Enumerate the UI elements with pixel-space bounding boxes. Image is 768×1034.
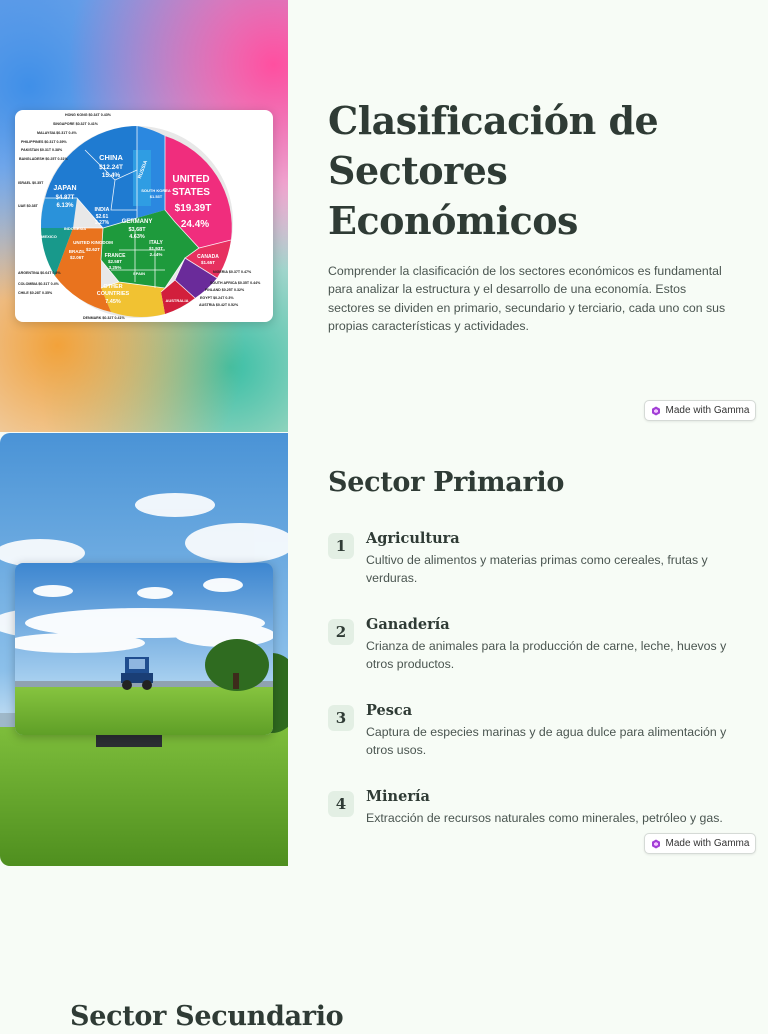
label-korea: SOUTH KOREA [141, 188, 171, 193]
tractor-field-illustration [15, 563, 273, 735]
callout-4: PAKISTAN $0.31T 0.38% [21, 148, 63, 152]
label-uk-value: $2.62T [85, 247, 101, 252]
label-us-2: STATES [172, 187, 210, 198]
item-number: 1 [328, 533, 354, 559]
callout-10: CHILE $0.28T 0.35% [18, 291, 53, 295]
label-india-pct: 3.27% [94, 220, 110, 226]
badge-label: Made with Gamma [665, 838, 750, 849]
item-description: Crianza de animales para la producción de carne, leche, huevos y otros productos. [366, 639, 727, 671]
label-italy-value: $1.93T [148, 246, 164, 251]
badge-label: Made with Gamma [665, 405, 750, 416]
section-heading-primario: Sector Primario [328, 467, 565, 498]
callout-7: UAE $0.38T [18, 204, 38, 208]
label-canada: CANADA [197, 254, 219, 260]
world-gdp-chart-card [15, 110, 273, 322]
made-with-gamma-badge[interactable] [644, 400, 756, 421]
label-japan-value: $4.87T [55, 195, 75, 201]
item-title: Minería [366, 788, 430, 805]
item-description: Extracción de recursos naturales como minerales, petróleo y gas. [366, 811, 723, 825]
item-number: 4 [328, 791, 354, 817]
label-australia: AUSTRALIA [165, 298, 189, 303]
tractor-field-photo [15, 563, 273, 735]
label-us-value: $19.39T [174, 203, 212, 214]
page-title: Clasificación de Sectores Económicos [328, 98, 659, 243]
label-canada-value: $1.65T [200, 260, 216, 265]
label-russia: RUSSIA [137, 159, 150, 180]
item-title: Pesca [366, 702, 413, 719]
world-gdp-voronoi-chart [15, 110, 273, 322]
item-number: 2 [328, 619, 354, 645]
gradient-image-panel [0, 0, 288, 432]
callout-0: HONG KONG $0.34T 0.43% [65, 113, 111, 117]
slide-sector-secundario [0, 866, 768, 1032]
label-china: CHINA [99, 153, 123, 162]
label-india-value: $2.61 [95, 214, 109, 220]
label-brazil: BRAZIL [68, 249, 86, 254]
label-other-pct: 7.45% [105, 299, 121, 305]
label-italy-pct: 2.44% [149, 252, 163, 257]
callout-8: ARGENTINA $0.64T 0.8% [18, 271, 61, 275]
label-uk: UNITED KINGDOM [73, 240, 113, 245]
label-indonesia: INDONESIA [63, 226, 87, 231]
label-france-value: $2.58T [107, 259, 123, 264]
label-germany-pct: 4.63% [129, 234, 145, 240]
callout-3: PHILIPPINES $0.31T 0.39% [21, 140, 67, 144]
callout-12: SOUTH AFRICA $0.35T 0.44% [210, 281, 261, 285]
intro-paragraph: Comprender la clasificación de los sectores económicos es fundamental para analizar la estructura y el desarrollo de una economía. Estos sectores se dividen en primario, secundario y terciario, cada uno con sus propias características y actividades. [328, 264, 726, 333]
label-japan-pct: 6.13% [56, 203, 74, 209]
label-germany-value: $3.68T [128, 227, 146, 233]
callout-11: NIGERIA $0.37T 0.47% [213, 270, 252, 274]
label-india: INDIA [94, 207, 110, 213]
callout-2: MALAYSIA $0.31T 0.4% [37, 131, 77, 135]
made-with-gamma-badge[interactable] [644, 833, 756, 854]
label-japan: JAPAN [53, 185, 77, 192]
gamma-logo-icon [651, 406, 661, 416]
callout-1: SINGAPORE $0.32T 0.41% [53, 122, 98, 126]
label-spain: SPAIN [133, 271, 145, 276]
label-other-2: COUNTRIES [96, 291, 130, 297]
label-italy: ITALY [149, 240, 163, 246]
label-france: FRANCE [104, 253, 126, 259]
label-mexico: MEXICO [41, 234, 57, 239]
callout-9: COLOMBIA $0.31T 0.4% [18, 282, 59, 286]
landscape-image-panel [0, 433, 288, 866]
gamma-logo-icon [651, 839, 661, 849]
item-description: Captura de especies marinas y de agua dulce para alimentación y otros usos. [366, 725, 727, 757]
item-title: Ganadería [366, 616, 450, 633]
label-brazil-value: $2.06T [69, 255, 85, 260]
item-description: Cultivo de alimentos y materias primas como cereales, frutas y verduras. [366, 553, 708, 585]
label-china-value: $12.24T [99, 164, 123, 171]
item-title: Agricultura [366, 530, 460, 547]
label-china-pct: 15.4% [101, 172, 121, 179]
callout-13: FINLAND $0.25T 0.32% [205, 288, 245, 292]
label-france-pct: 3.25% [108, 265, 122, 270]
item-number: 3 [328, 705, 354, 731]
callout-16: DENMARK $0.32T 0.41% [83, 316, 125, 320]
label-germany: GERMANY [121, 219, 153, 225]
callout-15: AUSTRIA $0.42T 0.52% [199, 303, 239, 307]
slide-intro [0, 0, 768, 432]
slide-sector-primario [0, 433, 768, 866]
label-korea-value: $1.53T [149, 194, 163, 199]
label-other-1: OTHER [103, 284, 123, 290]
callout-6: ISRAEL $0.35T [18, 181, 44, 185]
label-us-1: UNITED [172, 174, 210, 185]
callout-5: BANGLADESH $0.25T 0.31% [19, 157, 68, 161]
label-us-pct: 24.4% [180, 219, 210, 230]
callout-14: EGYPT $0.24T 0.3% [200, 296, 234, 300]
section-heading-secundario: Sector Secundario [70, 1001, 344, 1032]
